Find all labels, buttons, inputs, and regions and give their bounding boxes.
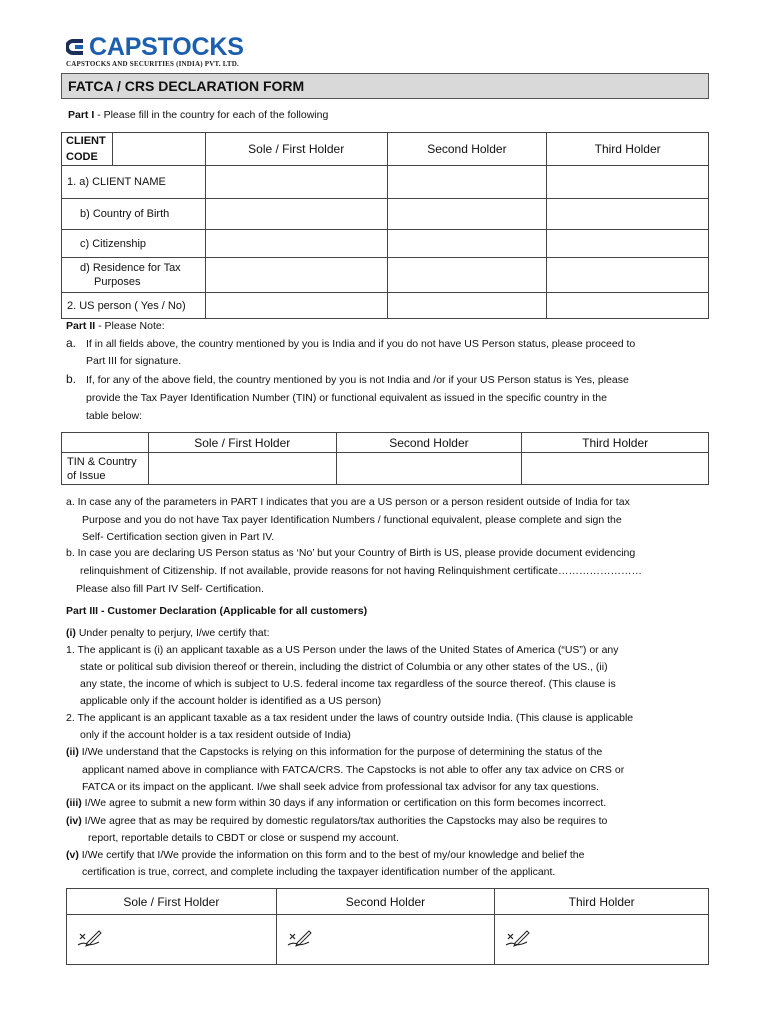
client-name-second-cell[interactable] bbox=[387, 166, 547, 199]
row-label-country-of-birth: b) Country of Birth bbox=[62, 199, 206, 230]
part2-b-marker: b. bbox=[66, 372, 77, 386]
brand-name: CAPSTOCKS bbox=[89, 33, 244, 61]
part2-a-line2: Part III for signature. bbox=[86, 355, 182, 367]
client-code-input[interactable] bbox=[112, 133, 205, 166]
residence-sole-cell[interactable] bbox=[205, 258, 387, 293]
part3-v-line2: certification is true, correct, and complete including the taxpayer identification number of the applicant. bbox=[82, 866, 556, 878]
residence-label-line1: d) Residence for Tax bbox=[80, 262, 181, 274]
signature-pen-icon bbox=[75, 928, 103, 948]
part3-ii bbox=[66, 746, 602, 758]
part3-iv bbox=[66, 815, 607, 827]
birth-sole-cell[interactable] bbox=[205, 199, 387, 230]
company-logo bbox=[66, 33, 244, 68]
client-code-label: CLIENT CODE bbox=[62, 133, 113, 166]
part3-iii-text: I/We agree to submit a new form within 30 days if any information or certification on this form becomes incorrect. bbox=[81, 797, 607, 809]
birth-second-cell[interactable] bbox=[387, 199, 547, 230]
row-label-residence bbox=[62, 258, 206, 293]
header-sole-holder: Sole / First Holder bbox=[205, 133, 387, 166]
residence-label-line2: Purposes bbox=[94, 276, 141, 288]
part3-i bbox=[66, 627, 269, 639]
clause1-line4: applicable only if the account holder is identified as a US person) bbox=[80, 695, 382, 707]
part3-v-line1: I/We certify that I/We provide the information on this form and to the best of my/our knowledge and belief the bbox=[78, 849, 585, 861]
brand-subtitle: CAPSTOCKS AND SECURITIES (INDIA) PVT. LTD. bbox=[66, 60, 240, 68]
part2-a-marker: a. bbox=[66, 336, 77, 350]
table-row bbox=[62, 453, 709, 485]
sig-header-sole-holder: Sole / First Holder bbox=[67, 889, 277, 915]
row-label-citizenship: c) Citizenship bbox=[62, 230, 206, 258]
part2-note-b-line2: relinquishment of Citizenship. If not available, provide reasons for not having Relinquishment certificate…………………… bbox=[80, 565, 643, 577]
citizenship-second-cell[interactable] bbox=[387, 230, 547, 258]
part2-a-line1: If in all fields above, the country mentioned by you is India and if you do not have US Person status, please proceed to bbox=[86, 338, 636, 350]
part3-v bbox=[66, 849, 584, 861]
part3-ii-line1: I/We understand that the Capstocks is relying on this information for the purpose of determining the status of the bbox=[78, 746, 603, 758]
table-row bbox=[67, 915, 709, 965]
residence-second-cell[interactable] bbox=[387, 258, 547, 293]
clause2-line2: only if the account holder is a tax resident outside of India) bbox=[80, 729, 351, 741]
capstocks-logo-icon bbox=[66, 36, 86, 58]
citizenship-sole-cell[interactable] bbox=[205, 230, 387, 258]
signature-table bbox=[66, 888, 709, 965]
tin-sole-cell[interactable] bbox=[148, 453, 336, 485]
header-third-holder: Third Holder bbox=[547, 133, 709, 166]
table-row bbox=[62, 166, 709, 199]
birth-third-cell[interactable] bbox=[547, 199, 709, 230]
table-row bbox=[67, 889, 709, 915]
signature-sole-cell[interactable] bbox=[67, 915, 277, 965]
us-person-second-cell[interactable] bbox=[387, 293, 547, 319]
part2-b-line1: If, for any of the above field, the country mentioned by you is not India and /or if your US Person status is Yes, please bbox=[86, 374, 629, 386]
part3-ii-line2: applicant named above in compliance with FATCA/CRS. The Capstocks is not able to offer any tax advice on CRS or bbox=[82, 764, 625, 776]
part2-note-b-line1: b. In case you are declaring US Person status as ‘No’ but your Country of Birth is US, please provide document evidencing bbox=[66, 547, 636, 559]
part3-v-marker: (v) bbox=[66, 849, 79, 861]
sig-header-second-holder: Second Holder bbox=[276, 889, 495, 915]
row-label-client-name: 1. a) CLIENT NAME bbox=[62, 166, 206, 199]
tin-header-second-holder: Second Holder bbox=[336, 433, 522, 453]
signature-pen-icon bbox=[285, 928, 313, 948]
part2-note-a-line2: Purpose and you do not have Tax payer Identification Numbers / functional equivalent, please complete and sign the bbox=[82, 514, 622, 526]
tin-header-third-holder: Third Holder bbox=[522, 433, 709, 453]
part3-iv-marker: (iv) bbox=[66, 815, 82, 827]
us-person-third-cell[interactable] bbox=[547, 293, 709, 319]
us-person-sole-cell[interactable] bbox=[205, 293, 387, 319]
part1-intro-text: - Please fill in the country for each of the following bbox=[94, 109, 329, 121]
residence-third-cell[interactable] bbox=[547, 258, 709, 293]
part2-note-b-line3: Please also fill Part IV Self- Certification. bbox=[76, 583, 264, 595]
table-row bbox=[62, 133, 709, 166]
part3-iv-line1: I/We agree that as may be required by domestic regulators/tax authorities the Capstocks may also be requires to bbox=[81, 815, 608, 827]
form-title: FATCA / CRS DECLARATION FORM bbox=[68, 78, 305, 94]
table-row bbox=[62, 230, 709, 258]
clause2-line1: 2. The applicant is an applicant taxable as a tax resident under the laws of country outside India. (This clause is applicable bbox=[66, 712, 634, 724]
part3-iii bbox=[66, 797, 606, 809]
signature-second-cell[interactable] bbox=[276, 915, 495, 965]
sig-header-third-holder: Third Holder bbox=[495, 889, 709, 915]
part2-heading: Part II bbox=[66, 320, 96, 332]
table-row bbox=[62, 293, 709, 319]
signature-pen-icon bbox=[503, 928, 531, 948]
part3-ii-line3: FATCA or its impact on the applicant. I/we shall seek advice from professional tax advisor for any tax questions. bbox=[82, 781, 599, 793]
part1-heading: Part I bbox=[68, 109, 95, 121]
part2-intro-text: - Please Note: bbox=[95, 320, 165, 332]
citizenship-third-cell[interactable] bbox=[547, 230, 709, 258]
part2-b-line2: provide the Tax Payer Identification Number (TIN) or functional equivalent as issued in the specific country in the bbox=[86, 392, 607, 404]
table-row bbox=[62, 258, 709, 293]
form-title-bar bbox=[61, 73, 709, 99]
tin-table bbox=[61, 432, 709, 485]
part2-intro bbox=[66, 320, 165, 332]
signature-third-cell[interactable] bbox=[495, 915, 709, 965]
table-row bbox=[62, 433, 709, 453]
part3-heading: Part III - Customer Declaration (Applicable for all customers) bbox=[66, 605, 368, 617]
part2-note-a-line1: a. In case any of the parameters in PART I indicates that you are a US person or a person resident outside of India for tax bbox=[66, 496, 630, 508]
client-name-third-cell[interactable] bbox=[547, 166, 709, 199]
header-second-holder: Second Holder bbox=[387, 133, 547, 166]
client-name-sole-cell[interactable] bbox=[205, 166, 387, 199]
tin-third-cell[interactable] bbox=[522, 453, 709, 485]
clause1-line3: any state, the income of which is subject to U.S. federal income tax regardless of the source thereof. (This clause is bbox=[80, 678, 616, 690]
tin-header-blank bbox=[62, 433, 149, 453]
tin-row-label: TIN & Country of Issue bbox=[62, 453, 149, 485]
part1-intro bbox=[68, 109, 328, 121]
part1-table bbox=[61, 132, 709, 319]
clause1-line2: state or political sub division thereof or therein, including the district of Columbia or any other states of the US., (ii) bbox=[80, 661, 608, 673]
part3-iv-line2: report, reportable details to CBDT or close or suspend my account. bbox=[88, 832, 399, 844]
part3-iii-marker: (iii) bbox=[66, 797, 82, 809]
clause1-line1: 1. The applicant is (i) an applicant taxable as a US Person under the laws of the United States of America (“US”) or any bbox=[66, 644, 619, 656]
part3-ii-marker: (ii) bbox=[66, 746, 79, 758]
part2-note-a-line3: Self- Certification section given in Part IV. bbox=[82, 531, 275, 543]
tin-header-sole-holder: Sole / First Holder bbox=[148, 433, 336, 453]
tin-second-cell[interactable] bbox=[336, 453, 522, 485]
row-label-us-person: 2. US person ( Yes / No) bbox=[62, 293, 206, 319]
part3-i-text: Under penalty to perjury, I/we certify that: bbox=[75, 627, 270, 639]
table-row bbox=[62, 199, 709, 230]
part2-b-line3: table below: bbox=[86, 410, 143, 422]
part3-i-marker: (i) bbox=[66, 627, 76, 639]
